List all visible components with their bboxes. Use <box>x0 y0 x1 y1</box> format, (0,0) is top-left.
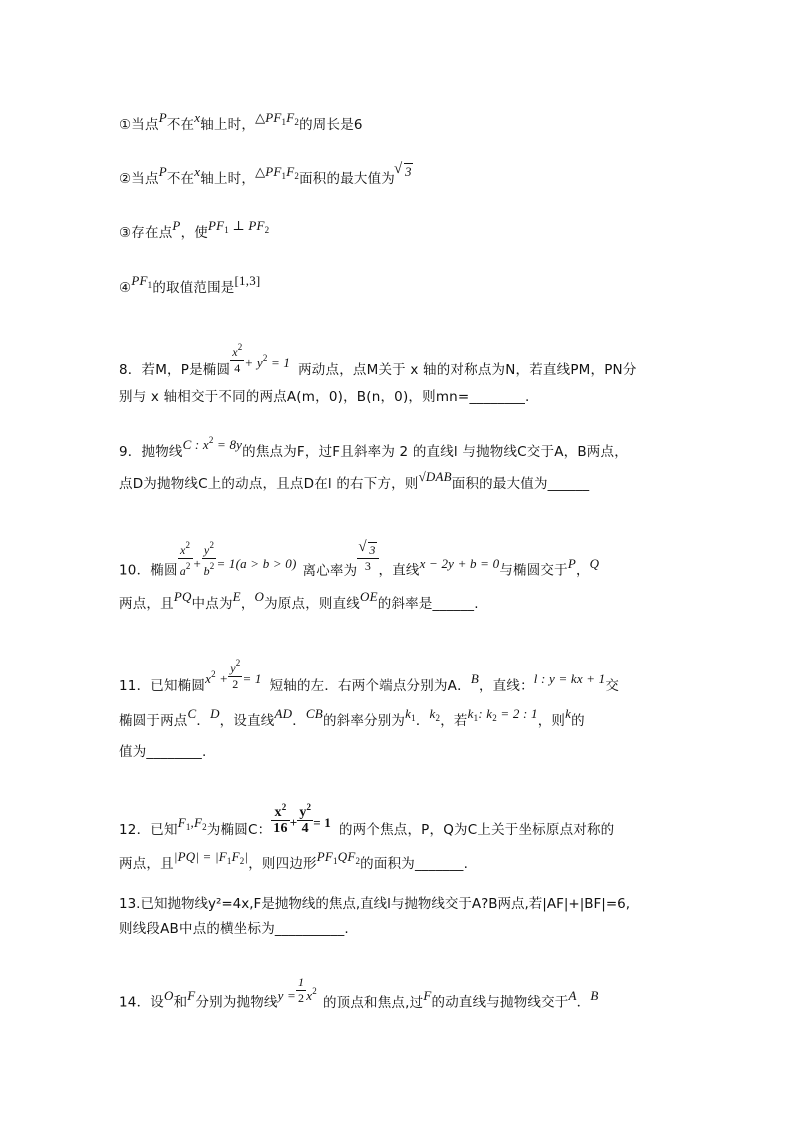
statement-3: ③存在点P，使$PF_1$ ⊥ $PF_2$ <box>119 218 270 241</box>
statement-1: ①当点P不在x轴上时，$\triangle PF_1F_2$的周长是6 <box>119 110 363 133</box>
question-13-line-2: 则线段AB中点的横坐标为__________. <box>119 921 349 937</box>
perp-expression: $PF_1$ ⊥ $PF_2$ <box>207 218 270 235</box>
triangle-pf1f2: $\triangle PF_1F_2$ <box>255 110 300 127</box>
question-11-line-2: 椭圆于两点C．D，设直线AD．CB的斜率分别为$k_1$．$k_2$，若$k_1$: $k_2 = 2$ : 1，则k的 <box>119 706 585 729</box>
question-11-line-3: 值为________. <box>119 744 207 760</box>
question-8: 8．若M，P是椭圆 $\frac{x^2}{4}$ + $y^2 = 1$ 两动点，点M关于 x 轴的对称点为N，若直线PM，PN分 <box>119 342 637 378</box>
question-13: 13.已知抛物线y²=4x,F是抛物线的焦点,直线l与抛物线交于A?B两点,若|AF|+|BF|=6, <box>119 896 631 912</box>
question-14: 14．设O和F分别为抛物线y = $\frac{1}{2}$ $x^2$的顶点和焦点,过F的动直线与抛物线交于A．B <box>119 975 599 1011</box>
statement-2: ②当点P不在x轴上时，$\triangle PF_1F_2$面积的最大值为√ 3 <box>119 167 413 188</box>
sqrt-3: √ 3 <box>395 164 413 180</box>
triangle-pf1f2: $\triangle PF_1F_2$ <box>255 164 300 181</box>
question-10: 10．椭圆 $\frac{x^2}{a^2}$ + $\frac{y^2}{b^2}$ = 1(a > b > 0) 离心率为 √ $\frac{3}{3}$ ，直线x − 2y + b = 0与椭圆交于P，Q <box>119 550 599 591</box>
statement-4: $④PF_1$的取值范围是[1,3] <box>119 273 261 296</box>
question-11: 11．已知椭圆$x^2$ + $\frac{y^2}{2}$ = 1 短轴的左．右两个端点分别为A．B，直线：l : y = kx + 1交 <box>119 658 620 694</box>
question-10-line-2: 两点，且PQ中点为E，O为原点，则直线OE的斜率是______. <box>119 589 479 612</box>
ellipse-fraction: $\frac{x^2}{4}$ <box>232 342 243 375</box>
question-12: 12．已知$F_1,F_2$为椭圆C： $\frac{x^2}{16}$ + $\frac{y^2}{4}$ = 1 的两个焦点，P，Q为C上关于坐标原点对称的 <box>119 802 615 838</box>
question-9: 9．抛物线C : $x^2 = 8y$的焦点为F，过F且斜率为 2 的直线l 与抛物线C交于A，B两点， <box>119 435 628 460</box>
question-12-line-2: 两点，且$|PQ| = |F_1F_2|$，则四边形$PF_1QF_2$的面积为_______. <box>119 849 469 872</box>
question-8-line-2: 别与 x 轴相交于不同的两点A(m，0)，B(n，0)，则mn=________. <box>119 389 530 405</box>
question-9-line-2: 点D为抛物线C上的动点，且点D在l 的右下方，则√DAB面积的最大值为______ <box>119 469 590 492</box>
